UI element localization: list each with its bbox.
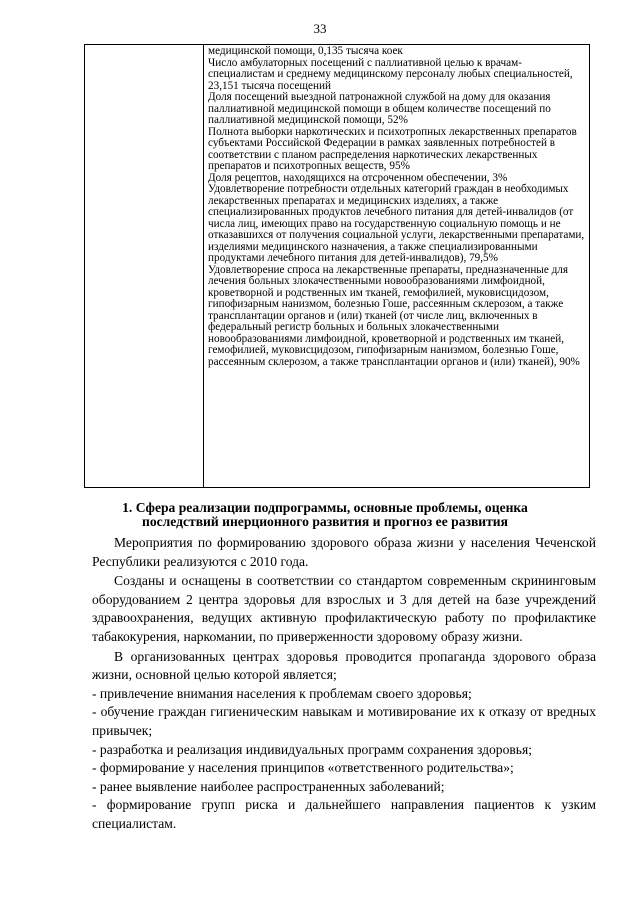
list-item: - привлечение внимания населения к проблемам своего здоровья; <box>92 685 472 701</box>
section-body <box>92 534 596 834</box>
table-cell-paragraph: Доля посещений выездной патронажной службой на дому для оказания паллиативной медицинской помощи в общем количестве посещений по паллиативной медицинской помощи, 52% <box>208 91 551 126</box>
list-item: - обучение граждан гигиеническим навыкам и мотивирование их к отказу от вредных привычек; <box>92 704 596 738</box>
section-heading: 1. Сфера реализации подпрограммы, основные проблемы, оценка последствий инерционного развития и прогноз ее развития <box>122 500 528 529</box>
list-item: - формирование групп риска и дальнейшего направления пациентов к узким специалистам. <box>92 797 596 831</box>
list-item: - формирование у населения принципов «ответственного родительства»; <box>92 760 514 776</box>
list-item: - ранее выявление наиболее распространенных заболеваний; <box>92 778 445 794</box>
table-cell-indicators <box>208 46 586 368</box>
table-cell-paragraph: Удовлетворение потребности отдельных категорий граждан в необходимых лекарственных препаратах и медицинских изделиях, а также специализированных продуктов лечебного питания для детей-инвалидов (от числа лиц, имеющих право на государственную социальную помощь и не отказавшихся от получения социальной услуги, лекарственными препаратами, изделиями медицинского назначения, а также специализированными продуктами лечебного питания для детей-инвалидов), 79,5% <box>208 183 585 264</box>
list-item: - разработка и реализация индивидуальных программ сохранения здоровья; <box>92 741 533 757</box>
table-cell-paragraph: Число амбулаторных посещений с паллиативной целью к врачам-специалистам и среднему медицинскому персоналу любых специальностей, 23,151 тысяча посещений <box>208 56 573 92</box>
body-paragraph: В организованных центрах здоровья проводится пропаганда здорового образа жизни, основной целью которой является; <box>92 648 596 683</box>
table-cell-paragraph: Удовлетворение спроса на лекарственные препараты, предназначенные для лечения больных злокачественными новообразованиями лимфоидной, кроветворной и родственных им тканей, гемофилией, муковисцидозом, гипофизарным нанизмом, болезнью Гоше, рассеянным склерозом, а также трансплантации органов и (или) тканей (от числе лиц, включенных в федеральный регистр больных и больных злокачественными новообразованиями лимфоидной, кроветворной и родственных им тканей, гемофилией, муковисцидозом, гипофизарным нанизмом, болезнью Гоше, рассеянным склерозом, а также трансплантации органов и (или) тканей), 90% <box>208 263 580 368</box>
table-cell-paragraph: медицинской помощи, 0,135 тысяча коек <box>208 45 403 57</box>
indicators-table <box>84 44 590 488</box>
table-cell-paragraph: Полнота выборки наркотических и психотропных лекарственных препаратов субъектами Российской Федерации в рамках заявленных потребностей в соответствии с планом распределения наркотических лекарственных препаратов и психотропных веществ, 95% <box>208 125 577 172</box>
table-cell-paragraph: Доля рецептов, находящихся на отсроченном обеспечении, 3% <box>208 171 508 184</box>
table-column-divider <box>203 45 204 487</box>
body-paragraph: Созданы и оснащены в соответствии со стандартом современным скрининговым оборудованием 2 центра здоровья для взрослых и 3 для детей на базе учреждений здравоохранения, ведущих активную профилактическую работу по профилактике табакокурения, наркомании, по приверженности здоровому образу жизни. <box>92 573 596 644</box>
body-paragraph: Мероприятия по формированию здорового образа жизни у населения Чеченской Республики реализуются с 2010 года. <box>92 535 596 569</box>
page-number: 33 <box>313 21 327 36</box>
